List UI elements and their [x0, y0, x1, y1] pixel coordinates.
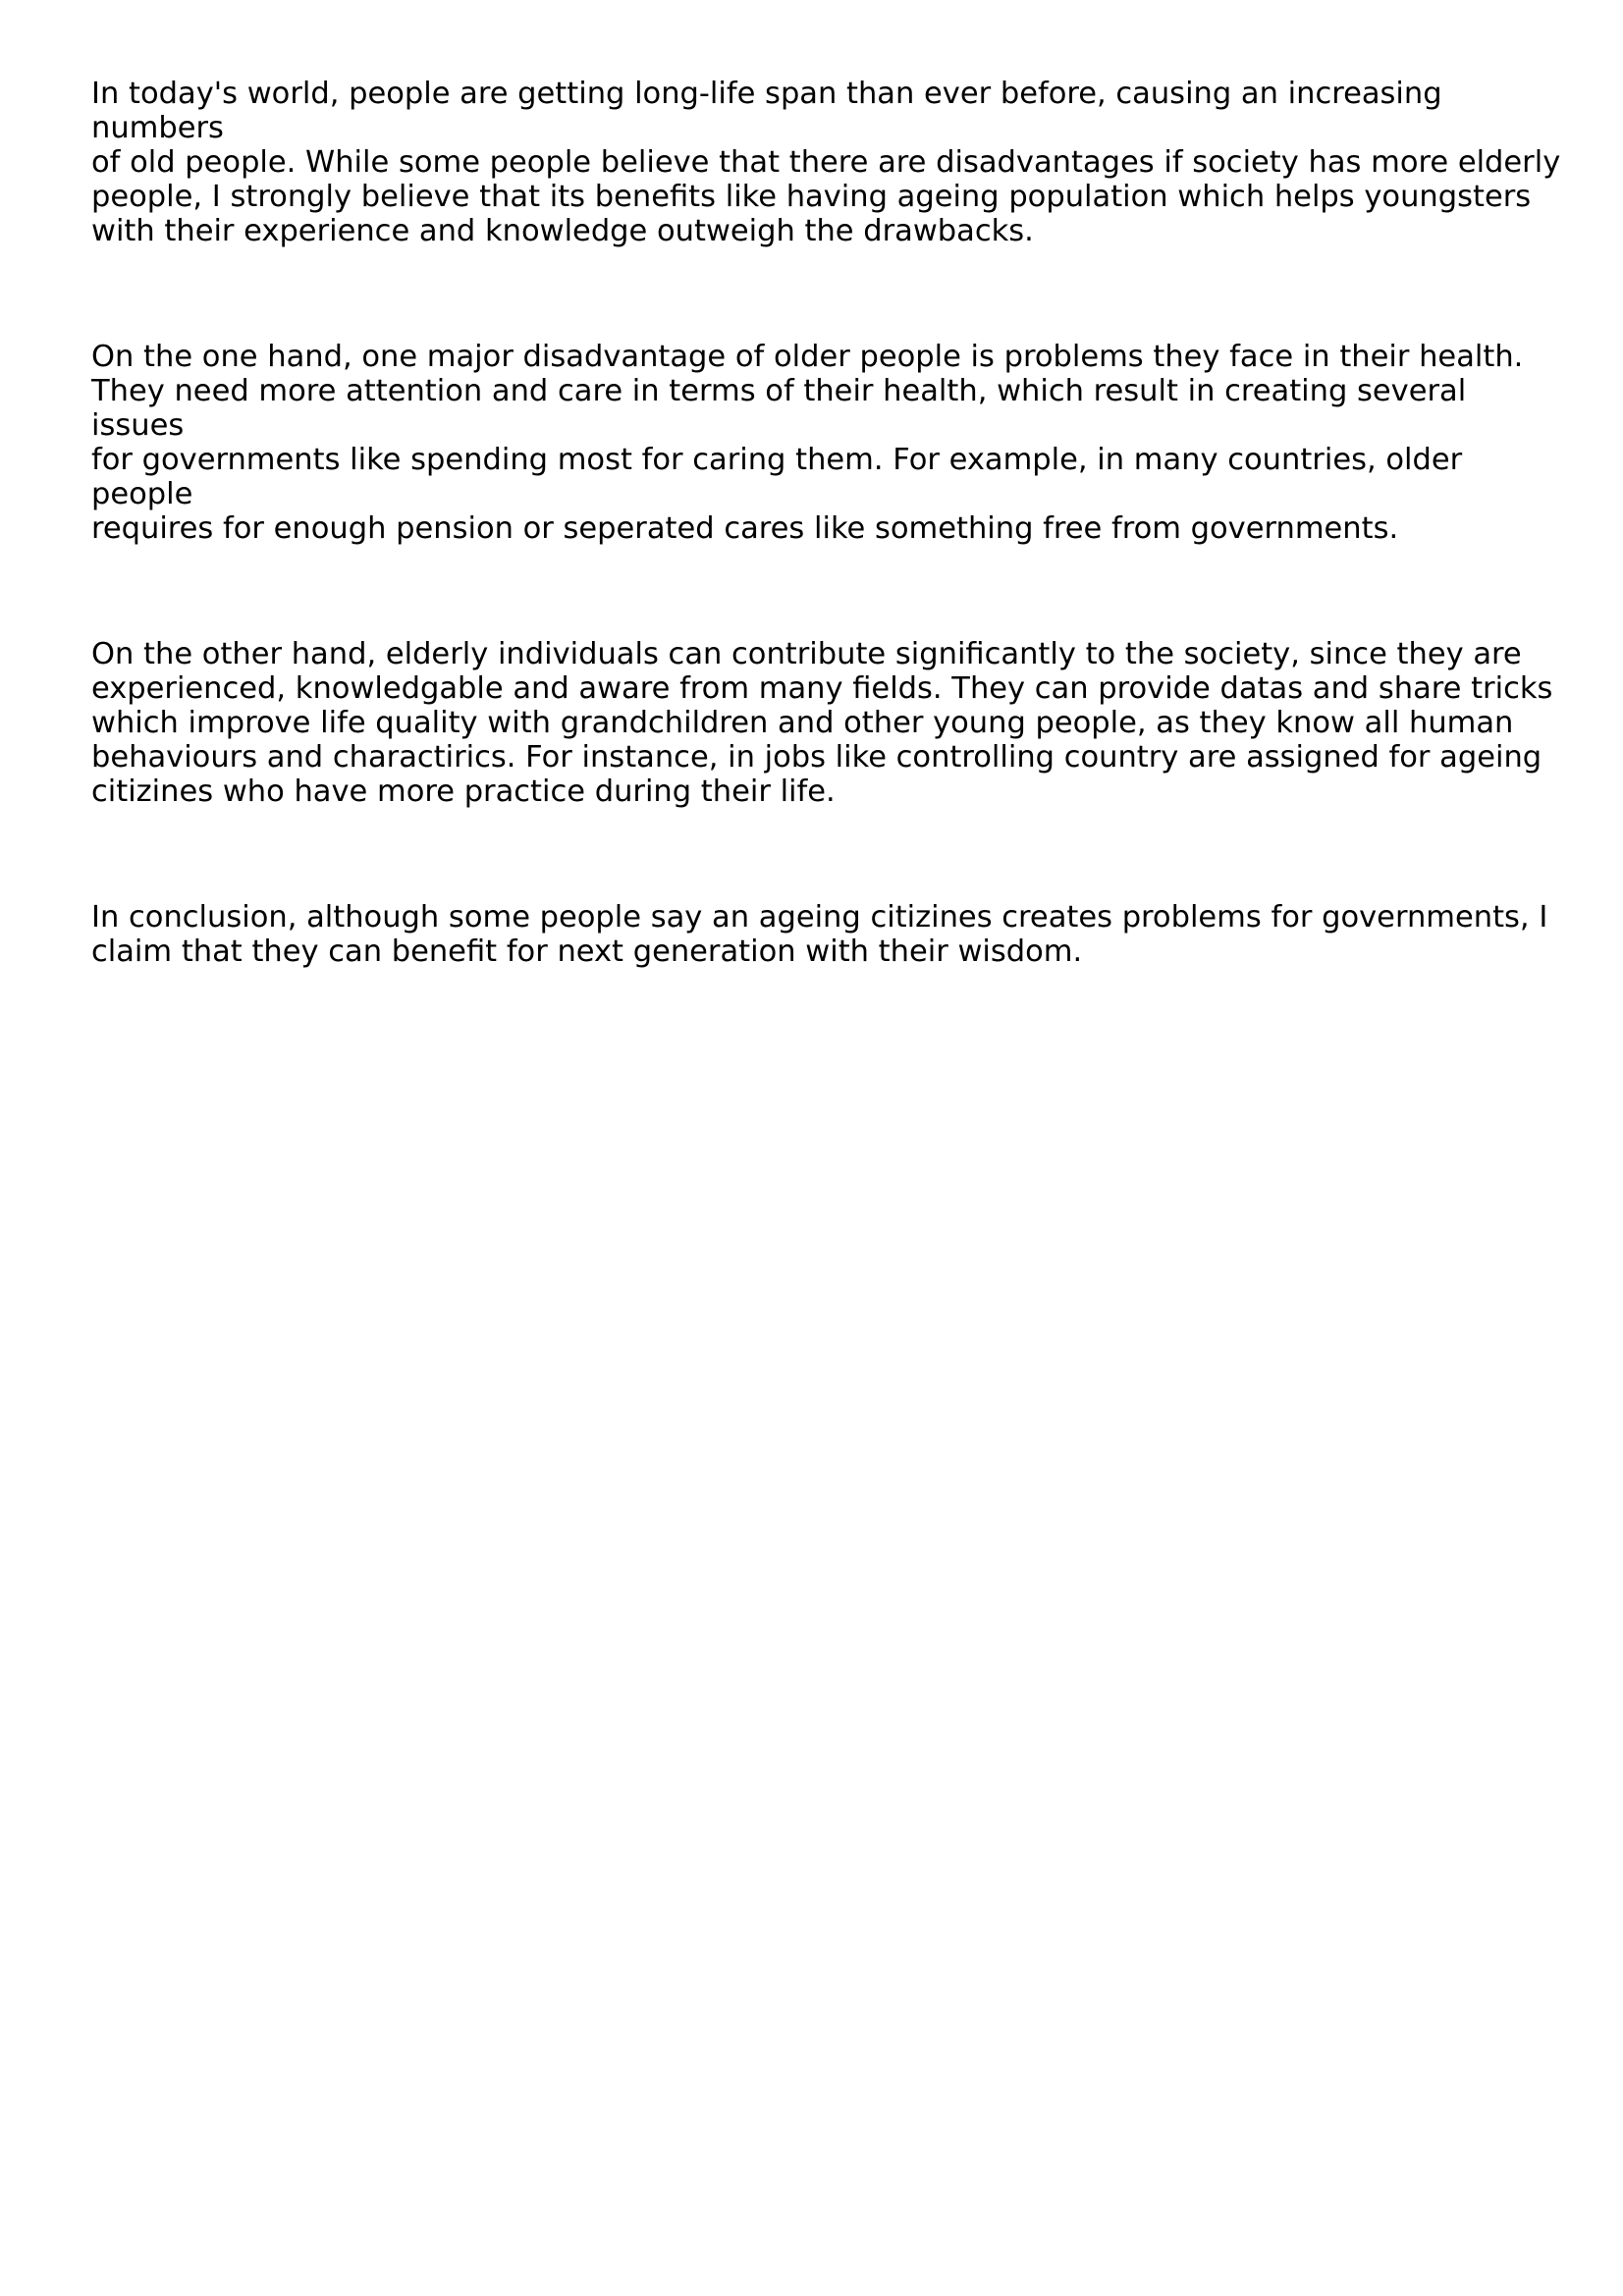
- text-line: which improve life quality with grandchildren and other young people, as they know all human: [91, 706, 1514, 740]
- text-line: with their experience and knowledge outweigh the drawbacks.: [91, 214, 1034, 248]
- text-line: claim that they can benefit for next generation with their wisdom.: [91, 934, 1083, 969]
- text-line: experienced, knowledgable and aware from many fields. They can provide datas and share tricks: [91, 671, 1553, 706]
- paragraph-conclusion: [91, 900, 1564, 969]
- text-line: of old people. While some people believe that there are disadvantages if society has more elderly: [91, 145, 1561, 180]
- paragraph-body-1: [91, 340, 1564, 546]
- text-line: On the one hand, one major disadvantage of older people is problems they face in their health.: [91, 340, 1524, 374]
- paragraph-spacer: [91, 248, 1564, 340]
- paragraph-body-2: [91, 637, 1564, 809]
- text-line: behaviours and charactirics. For instance, in jobs like controlling country are assigned for ageing: [91, 740, 1542, 774]
- text-line: people, I strongly believe that its benefits like having ageing population which helps youngsters: [91, 180, 1532, 214]
- text-line: In today's world, people are getting long-life span than ever before, causing an increasing numbers: [91, 77, 1442, 145]
- paragraph-intro: [91, 77, 1564, 248]
- text-line: On the other hand, elderly individuals can contribute significantly to the society, since they are: [91, 637, 1522, 671]
- text-line: citizines who have more practice during their life.: [91, 774, 836, 809]
- text-line: requires for enough pension or seperated cares like something free from governments.: [91, 511, 1399, 546]
- text-line: for governments like spending most for caring them. For example, in many countries, older people: [91, 443, 1463, 511]
- document-page: [91, 77, 1564, 969]
- paragraph-spacer: [91, 546, 1564, 637]
- text-line: In conclusion, although some people say an ageing citizines creates problems for governments, I: [91, 900, 1548, 934]
- paragraph-spacer: [91, 809, 1564, 900]
- text-line: They need more attention and care in terms of their health, which result in creating several issues: [91, 374, 1467, 443]
